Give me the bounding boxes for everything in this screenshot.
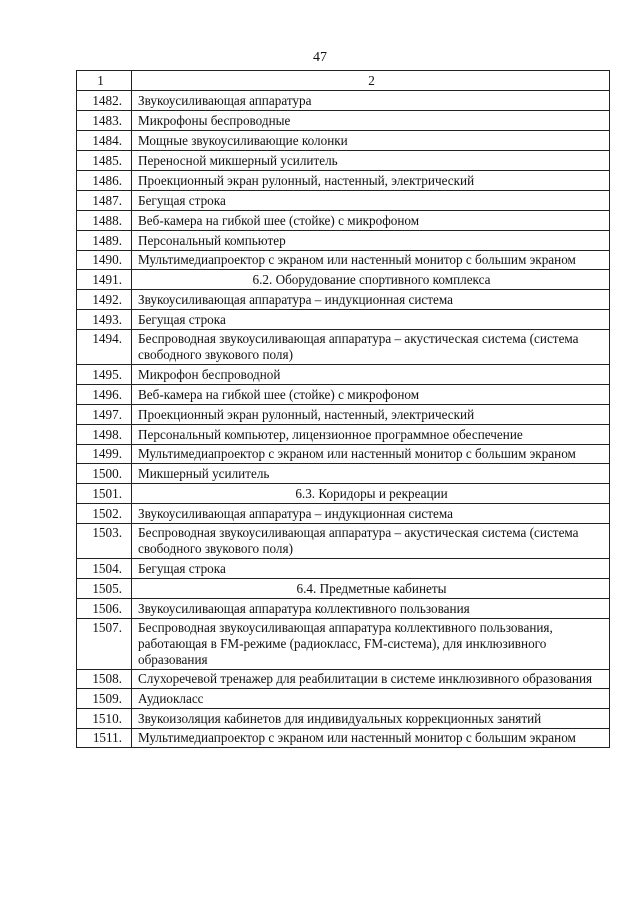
table-row	[77, 151, 610, 171]
section-row	[77, 484, 610, 504]
row-number: 1499.	[77, 445, 132, 464]
row-number: 1503.	[77, 524, 132, 559]
row-number: 1489.	[77, 231, 132, 251]
row-number: 1509.	[77, 689, 132, 709]
row-number: 1492.	[77, 290, 132, 310]
section-row	[77, 579, 610, 599]
row-number: 1487.	[77, 191, 132, 211]
section-title: 6.3. Коридоры и рекреации	[132, 484, 610, 504]
table-row	[77, 111, 610, 131]
row-number: 1507.	[77, 619, 132, 670]
row-text: Беспроводная звукоусиливающая аппаратура – акустическая система (система свободного звукового поля)	[132, 330, 610, 365]
row-number: 1483.	[77, 111, 132, 131]
table-row	[77, 171, 610, 191]
table-row	[77, 599, 610, 619]
row-number: 1496.	[77, 385, 132, 405]
row-text: Звукоусиливающая аппаратура	[132, 91, 610, 111]
row-text: Проекционный экран рулонный, настенный, электрический	[132, 405, 610, 425]
equipment-table-body	[77, 71, 610, 748]
row-text: Мощные звукоусиливающие колонки	[132, 131, 610, 151]
table-row	[77, 425, 610, 445]
table-row	[77, 524, 610, 559]
table-row	[77, 709, 610, 729]
row-number: 1485.	[77, 151, 132, 171]
row-text: Микрофон беспроводной	[132, 365, 610, 385]
table-row	[77, 385, 610, 405]
table-row	[77, 689, 610, 709]
section-row	[77, 270, 610, 290]
row-text: Персональный компьютер, лицензионное программное обеспечение	[132, 425, 610, 445]
row-text: Бегущая строка	[132, 191, 610, 211]
row-text: Беспроводная звукоусиливающая аппаратура коллективного пользования, работающая в FM-режиме (радиокласс, FM-система), для инклюзивного образования	[132, 619, 610, 670]
row-number: 1502.	[77, 504, 132, 524]
row-text: Персональный компьютер	[132, 231, 610, 251]
row-number: 1505.	[77, 579, 132, 599]
row-number: 1494.	[77, 330, 132, 365]
row-text: Бегущая строка	[132, 559, 610, 579]
row-text: Веб-камера на гибкой шее (стойке) с микрофоном	[132, 211, 610, 231]
table-row	[77, 365, 610, 385]
row-text: Беспроводная звукоусиливающая аппаратура – акустическая система (система свободного звукового поля)	[132, 524, 610, 559]
row-text: Слухоречевой тренажер для реабилитации в системе инклюзивного образования	[132, 670, 610, 689]
row-number: 1486.	[77, 171, 132, 191]
row-text: Мультимедиапроектор с экраном или настенный монитор с большим экраном	[132, 445, 610, 464]
table-row	[77, 559, 610, 579]
row-number: 1488.	[77, 211, 132, 231]
equipment-table	[76, 70, 610, 748]
row-number: 1484.	[77, 131, 132, 151]
table-row	[77, 191, 610, 211]
table-row	[77, 310, 610, 330]
row-number: 1504.	[77, 559, 132, 579]
table-row	[77, 131, 610, 151]
table-row	[77, 729, 610, 748]
table-row	[77, 504, 610, 524]
table-row	[77, 464, 610, 484]
row-text: Мультимедиапроектор с экраном или настенный монитор с большим экраном	[132, 251, 610, 270]
page-number: 47	[313, 50, 327, 65]
row-number: 1495.	[77, 365, 132, 385]
row-text: Проекционный экран рулонный, настенный, электрический	[132, 171, 610, 191]
row-text: Переносной микшерный усилитель	[132, 151, 610, 171]
row-text: Веб-камера на гибкой шее (стойке) с микрофоном	[132, 385, 610, 405]
table-row	[77, 211, 610, 231]
row-number: 1500.	[77, 464, 132, 484]
header-col-2: 2	[132, 71, 610, 91]
row-number: 1511.	[77, 729, 132, 748]
table-row	[77, 619, 610, 670]
row-text: Аудиокласс	[132, 689, 610, 709]
section-title: 6.2. Оборудование спортивного комплекса	[132, 270, 610, 290]
row-number: 1508.	[77, 670, 132, 689]
table-row	[77, 670, 610, 689]
table-row	[77, 91, 610, 111]
row-text: Звукоусиливающая аппаратура коллективного пользования	[132, 599, 610, 619]
row-text: Звукоусиливающая аппаратура – индукционная система	[132, 290, 610, 310]
table-row	[77, 251, 610, 270]
row-number: 1482.	[77, 91, 132, 111]
row-number: 1491.	[77, 270, 132, 290]
table-row	[77, 231, 610, 251]
row-text: Мультимедиапроектор с экраном или настенный монитор с большим экраном	[132, 729, 610, 748]
table-row	[77, 445, 610, 464]
row-text: Бегущая строка	[132, 310, 610, 330]
table-row	[77, 330, 610, 365]
table-row	[77, 405, 610, 425]
section-title: 6.4. Предметные кабинеты	[132, 579, 610, 599]
row-text: Звукоизоляция кабинетов для индивидуальных коррекционных занятий	[132, 709, 610, 729]
table-header-row	[77, 71, 610, 91]
row-number: 1506.	[77, 599, 132, 619]
row-number: 1498.	[77, 425, 132, 445]
table-row	[77, 290, 610, 310]
row-text: Микрофоны беспроводные	[132, 111, 610, 131]
row-number: 1493.	[77, 310, 132, 330]
row-number: 1501.	[77, 484, 132, 504]
row-number: 1497.	[77, 405, 132, 425]
row-number: 1510.	[77, 709, 132, 729]
row-text: Звукоусиливающая аппаратура – индукционная система	[132, 504, 610, 524]
row-text: Микшерный усилитель	[132, 464, 610, 484]
row-number: 1490.	[77, 251, 132, 270]
header-col-1: 1	[77, 71, 132, 91]
